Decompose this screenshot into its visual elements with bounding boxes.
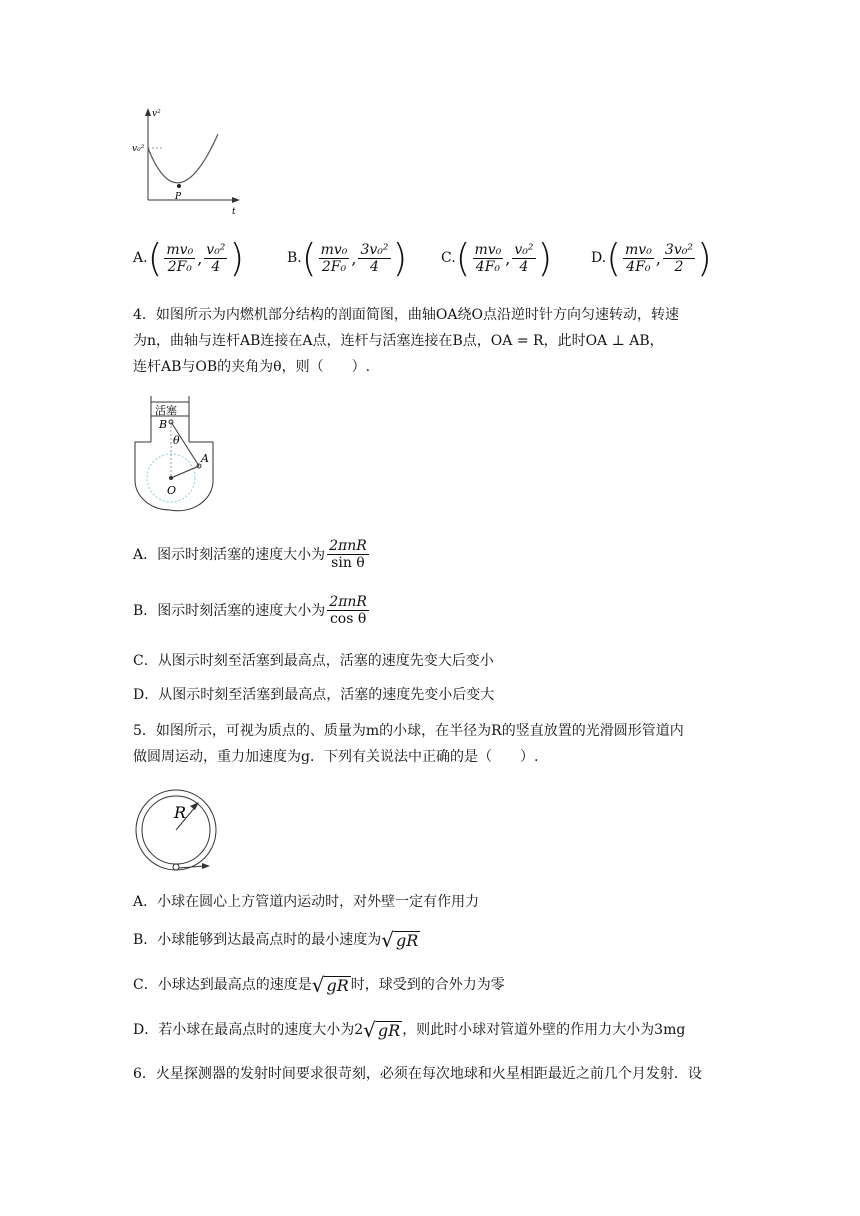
q5-line-1: 5．如图所示，可视为质点的、质量为m的小球，在半径为R的竖直放置的光滑圆形管道内 xyxy=(133,723,684,739)
y-axis-label: v² xyxy=(152,109,161,119)
q4-option-b[interactable]: B．图示时刻活塞的速度大小为 $\frac{\text{2πnR}}{\text{cos θ}}$ xyxy=(133,594,367,627)
label-o: O xyxy=(167,484,177,497)
y-tick-label: v₀² xyxy=(132,144,145,154)
q5-option-c[interactable]: C．小球达到最高点的速度是 √ gR 时，球受到的合外力为零 xyxy=(133,973,505,997)
q3-option-a[interactable]: A. ( $\frac{\text{mv₀}}{\text{2F₀}}$ , $\frac{\text{v₀²}}{4}$ ) xyxy=(133,236,245,280)
x-axis-label: t xyxy=(232,207,236,216)
radius-label: R xyxy=(174,803,187,822)
q5-option-d[interactable]: D．若小球在最高点时的速度大小为2 √ gR ，则此时小球对管道外壁的作用力大小为3mg xyxy=(133,1018,686,1042)
point-label: P xyxy=(175,192,182,202)
velocity-squared-graph xyxy=(128,104,248,216)
q4-option-c[interactable]: C．从图示时刻至活塞到最高点，活塞的速度先变大后变小 xyxy=(133,653,494,669)
q3-option-b[interactable]: B. ( $\frac{\text{mv₀}}{\text{2F₀}}$ , $\frac{\text{3v₀²}}{4}$ ) xyxy=(287,236,408,280)
q3-option-d[interactable]: D. ( $\frac{\text{mv₀}}{\text{4F₀}}$ , $\frac{\text{3v₀²}}{2}$ ) xyxy=(591,236,712,280)
label-b: B xyxy=(159,418,168,431)
q4-line-1: 4．如图所示为内燃机部分结构的剖面简图，曲轴OA绕O点沿逆时针方向匀速转动，转速 xyxy=(133,307,679,323)
q5-option-a[interactable]: A．小球在圆心上方管道内运动时，对外壁一定有作用力 xyxy=(133,894,480,910)
q4-line-3: 连杆AB与OB的夹角为θ，则（ ）. xyxy=(133,359,371,375)
q4-option-a[interactable]: A．图示时刻活塞的速度大小为 $\frac{\text{2πnR}}{\text{sin θ}}$ xyxy=(133,538,367,571)
q4-line-2: 为n，曲轴与连杆AB连接在A点，连杆与活塞连接在B点，OA = R，此时OA ⊥ AB， xyxy=(133,333,664,349)
q3-option-c[interactable]: C. ( $\frac{\text{mv₀}}{\text{4F₀}}$ , $\frac{\text{v₀²}}{4}$ ) xyxy=(441,236,553,280)
q5-option-b[interactable]: B．小球能够到达最高点时的最小速度为 √ gR xyxy=(133,928,419,952)
q4-option-d[interactable]: D．从图示时刻至活塞到最高点，活塞的速度先变小后变大 xyxy=(133,687,495,703)
label-theta: θ xyxy=(173,434,180,447)
q3-options-row xyxy=(133,238,733,278)
q6-line-1: 6．火星探测器的发射时间要求很苛刻，必须在每次地球和火星相距最近之前几个月发射．设 xyxy=(133,1066,702,1082)
q5-line-2: 做圆周运动，重力加速度为g．下列有关说法中正确的是（ ）. xyxy=(133,749,539,765)
engine-crank-figure xyxy=(133,394,223,512)
piston-label: 活塞 xyxy=(155,404,177,417)
circular-pipe-figure xyxy=(134,788,224,878)
label-a: A xyxy=(201,452,209,465)
